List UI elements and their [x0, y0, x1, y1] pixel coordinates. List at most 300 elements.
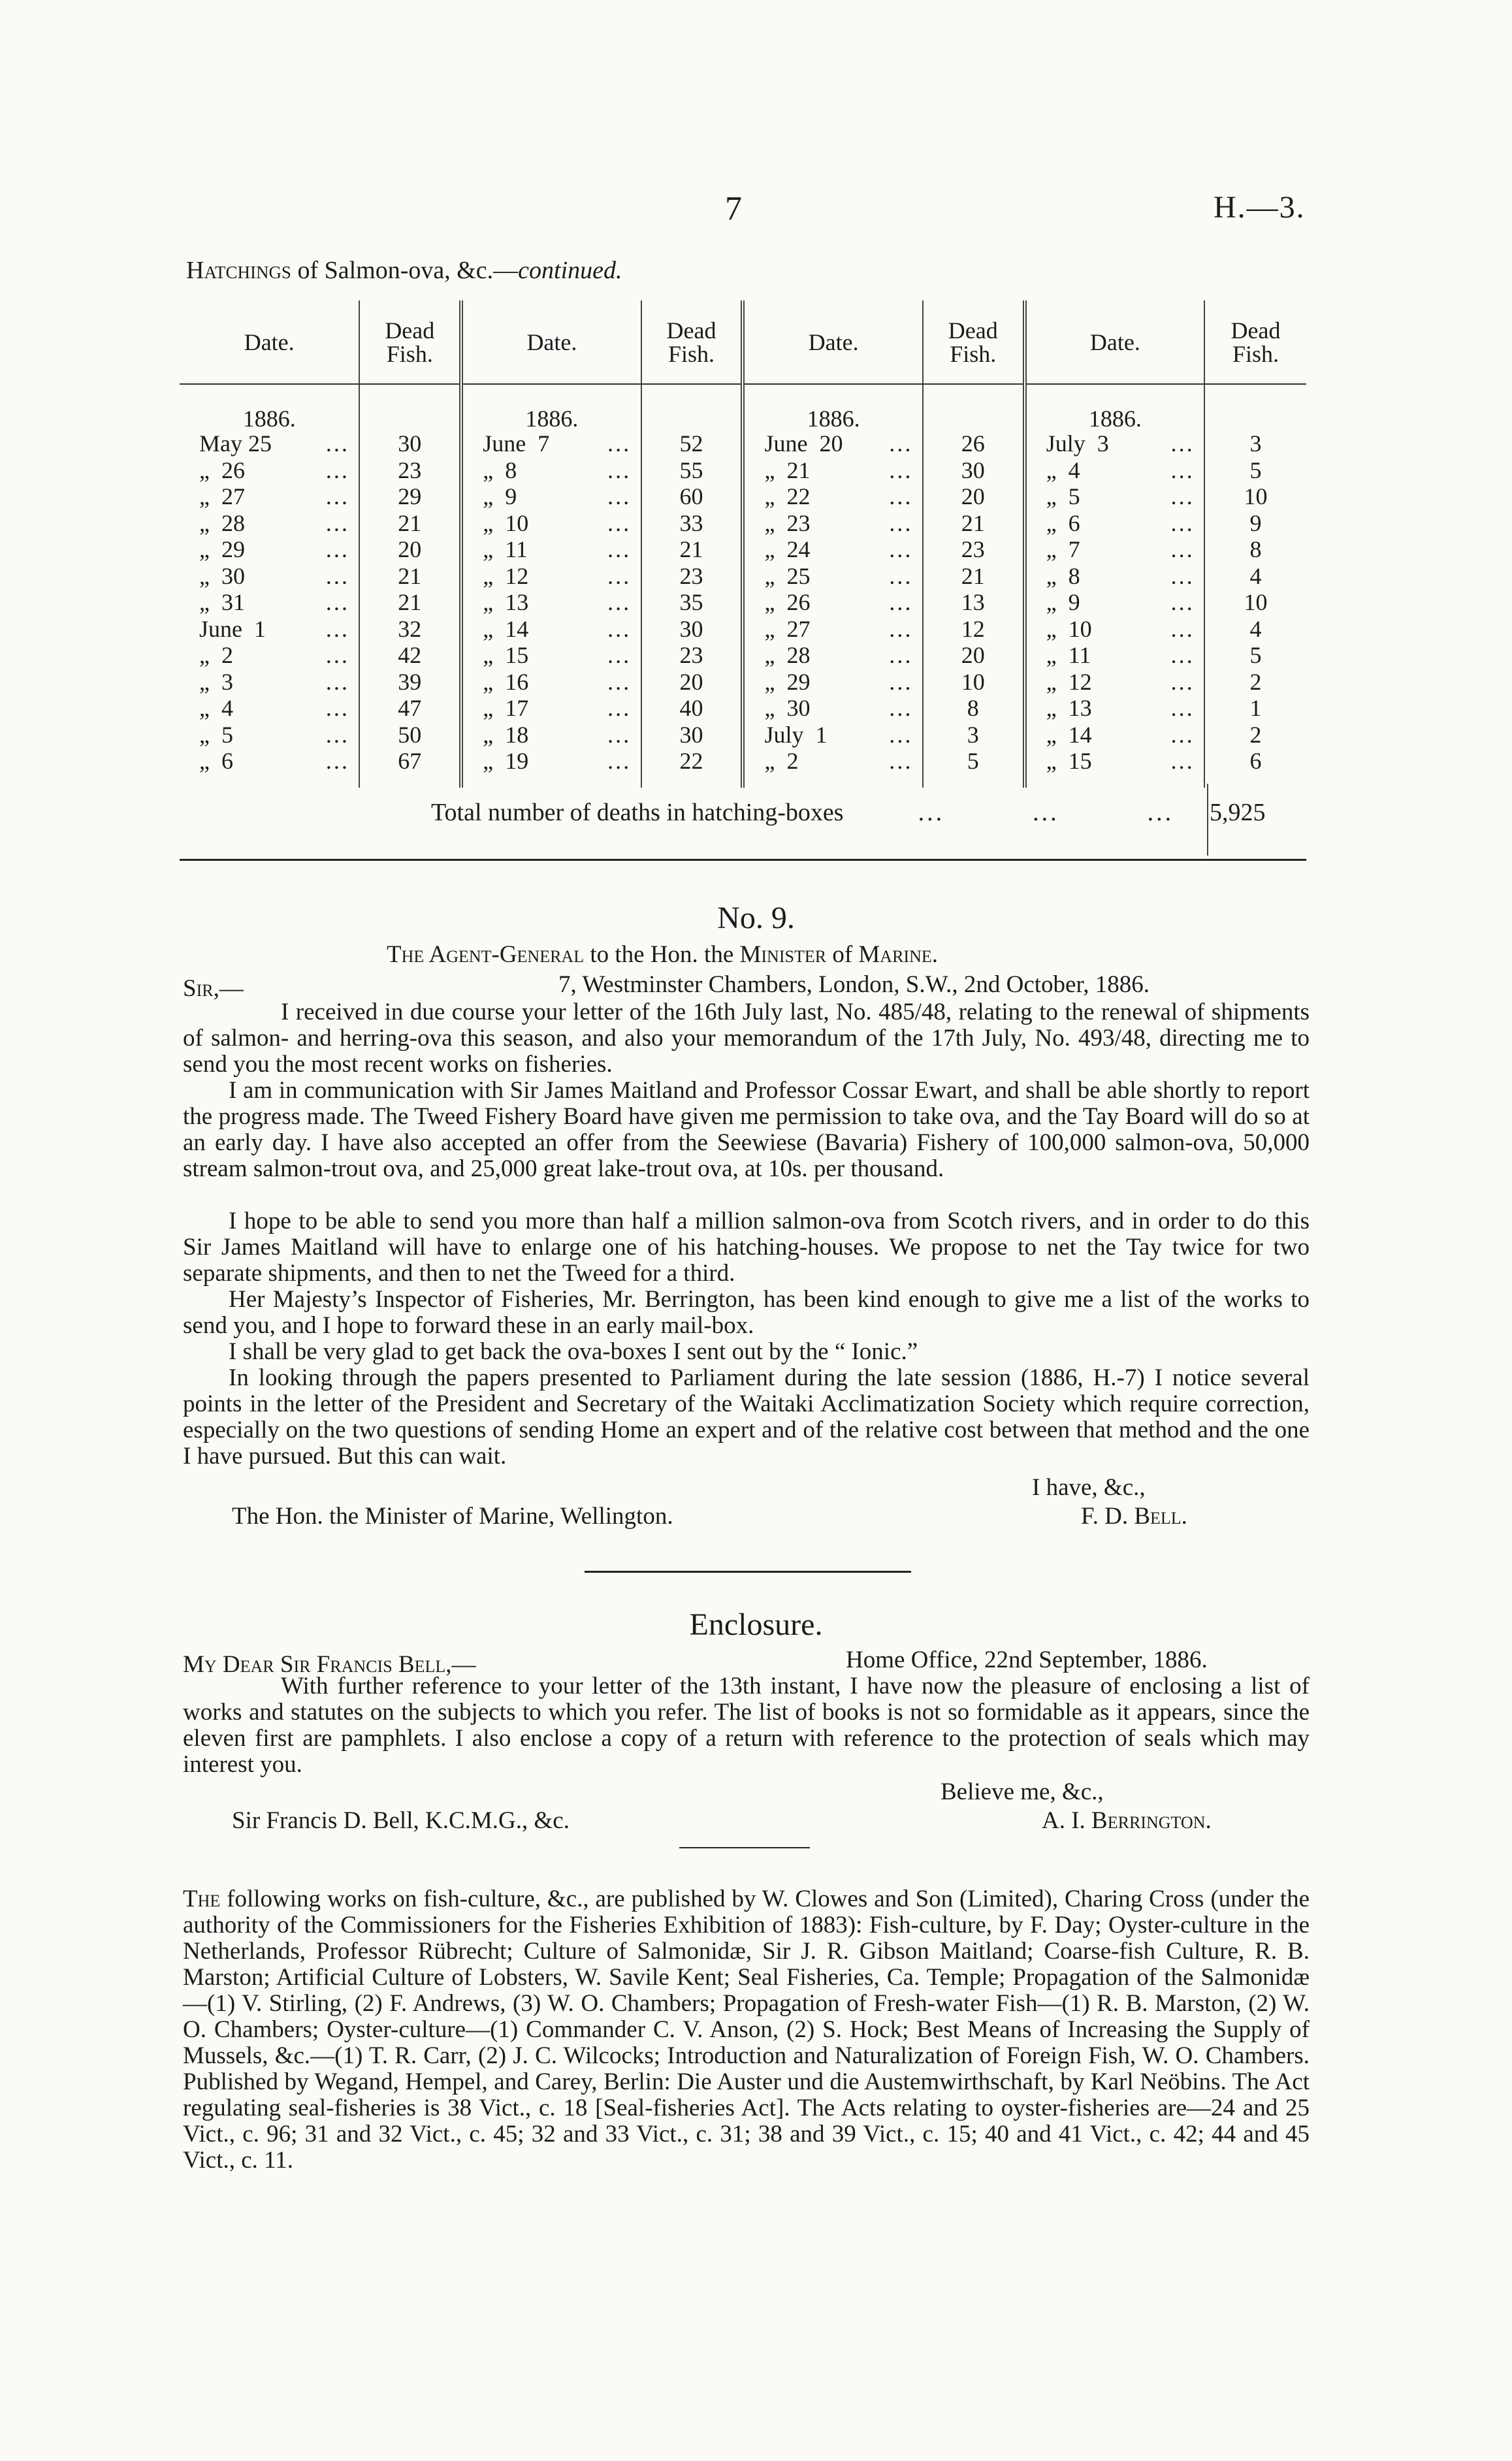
leader-dots: …: [1170, 483, 1195, 510]
date-value: „ 15: [1046, 748, 1092, 775]
date-value: „ 13: [1046, 695, 1092, 722]
pad-cell: [1025, 775, 1204, 788]
dead-fish-cell: 21: [359, 589, 461, 616]
header-date-1: Date.: [180, 300, 359, 384]
enclosure-signature-period: .: [1205, 1807, 1212, 1834]
leader-dots: …: [325, 721, 350, 748]
date-cell: [1025, 722, 1204, 748]
header-dead-fish-2: [641, 300, 743, 384]
dead-fish-cell: 23: [641, 642, 743, 669]
header-date-4: Date.: [1025, 300, 1204, 384]
date-cell: [743, 669, 922, 696]
letter-title: [387, 941, 938, 969]
dead-fish-cell: 39: [359, 669, 461, 696]
leader-dots: …: [325, 695, 350, 722]
dead-fish-cell: 40: [641, 695, 743, 722]
page-number: 7: [725, 190, 742, 227]
enclosure-signature-initials: A. I.: [1042, 1807, 1092, 1834]
date-cell: [180, 483, 359, 510]
date-value: June 7: [483, 430, 550, 457]
total-value: 5,925: [1210, 799, 1266, 826]
year-label: 1886.: [180, 384, 359, 430]
leader-dots: …: [606, 536, 632, 563]
leader-dots: …: [325, 536, 350, 563]
date-value: „ 26: [764, 589, 811, 616]
date-cell: [743, 430, 922, 457]
year-spacer: [1204, 384, 1306, 430]
date-value: „ 29: [764, 668, 811, 695]
leader-dots: …: [606, 589, 632, 616]
date-value: „ 8: [1046, 562, 1080, 589]
letter-paragraph-3: I hope to be able to send you more than half a million salmon-ova from Scotch rivers, and in order to do this Sir James Maitland will have to enlarge one of his hatching-houses. We propose to net the Tay twice for two separate shipments, and then to net the Tweed for a third.: [183, 1208, 1310, 1287]
dead-fish-cell: 30: [641, 722, 743, 748]
year-label: 1886.: [461, 384, 641, 430]
date-value: „ 4: [199, 695, 233, 722]
date-cell: [180, 510, 359, 537]
table-title-sc: Hatchings: [186, 257, 291, 284]
dead-fish-cell: 23: [641, 563, 743, 590]
pad-cell: [180, 775, 359, 788]
signature-period: .: [1181, 1503, 1187, 1530]
year-label: 1886.: [743, 384, 922, 430]
section-separator: [585, 1571, 911, 1573]
date-cell: [180, 722, 359, 748]
dead-fish-cell: 33: [641, 510, 743, 537]
leader-dots: …: [606, 509, 632, 536]
year-spacer: [641, 384, 743, 430]
leader-dots: …: [325, 748, 350, 775]
date-value: „ 14: [1046, 721, 1092, 748]
total-label: [431, 798, 1306, 827]
date-cell: [461, 563, 641, 590]
date-cell: [180, 536, 359, 563]
document-code: H.—3.: [1214, 190, 1306, 225]
date-value: „ 14: [483, 615, 529, 642]
table-row: [180, 722, 1306, 748]
dead-fish-cell: 10: [923, 669, 1025, 696]
letter-salutation: Sir,—: [183, 975, 244, 1002]
leader-dots: …: [888, 536, 913, 563]
enclosure-addressee: Sir Francis D. Bell, K.C.M.G., &c.: [232, 1807, 570, 1834]
date-value: June 20: [764, 430, 843, 457]
date-cell: [461, 589, 641, 616]
year-label: 1886.: [1025, 384, 1204, 430]
leader-dots: …: [888, 748, 913, 775]
dead-fish-cell: 21: [359, 563, 461, 590]
letter-to: to the Hon. the: [584, 941, 740, 968]
date-value: „ 13: [483, 589, 529, 616]
date-value: „ 2: [764, 748, 799, 775]
dead-fish-cell: 42: [359, 642, 461, 669]
date-cell: [1025, 695, 1204, 722]
dead-fish-cell: 5: [923, 748, 1025, 775]
dead-fish-cell: 30: [641, 616, 743, 643]
dead-fish-cell: 9: [1249, 509, 1262, 536]
table-bottom-rule: [180, 859, 1306, 861]
date-value: „ 12: [483, 562, 529, 589]
leader-dots: …: [888, 430, 913, 457]
dead-fish-cell: 12: [923, 616, 1025, 643]
date-cell: [1025, 616, 1204, 643]
leader-dots: …: [606, 457, 632, 483]
date-cell: [180, 616, 359, 643]
leader-dots: …: [325, 457, 350, 483]
date-cell: [461, 483, 641, 510]
table-row: [180, 563, 1306, 590]
header-fish-label: Fish.: [950, 340, 997, 367]
dead-fish-cell: 35: [641, 589, 743, 616]
signature-initials: F. D.: [1081, 1503, 1134, 1530]
leader-dots: …: [325, 642, 350, 669]
date-value: „ 25: [764, 562, 811, 589]
dead-fish-cell: 6: [1249, 748, 1262, 775]
hatchings-table: [180, 300, 1306, 788]
dead-fish-cell: 52: [641, 430, 743, 457]
date-value: „ 27: [199, 483, 245, 510]
leader-dots: …: [325, 509, 350, 536]
date-cell: [461, 616, 641, 643]
leader-dots: …: [888, 562, 913, 589]
date-cell: [180, 695, 359, 722]
date-value: „ 24: [764, 536, 811, 563]
header-fish-label: Fish.: [668, 340, 715, 367]
date-value: „ 5: [1046, 483, 1080, 510]
date-cell: [1025, 589, 1204, 616]
table-title: [186, 256, 622, 285]
date-cell: [180, 563, 359, 590]
leader-dots: …: [888, 457, 913, 483]
letter-of: of: [826, 941, 859, 968]
letter-number: No. 9.: [717, 901, 795, 935]
date-cell: [743, 642, 922, 669]
date-value: „ 17: [483, 695, 529, 722]
dead-fish-cell: 10: [1244, 589, 1268, 616]
letter-paragraph-2: I am in communication with Sir James Maitland and Professor Cossar Ewart, and shall be able shortly to report the progress made. The Tweed Fishery Board have given me permission to take ova, and the Tay Board will do so at an early day. I have also accepted an offer from the Seewiese (Bavaria) Fishery of 100,000 salmon-ova, 50,000 stream salmon-trout ova, and 25,000 great lake-trout ova, at 10s. per thousand.: [183, 1077, 1310, 1182]
year-row: [180, 384, 1306, 430]
table-row: [180, 589, 1306, 616]
letter-period: .: [931, 941, 938, 968]
pad-cell: [359, 775, 461, 788]
leader-dots: …: [606, 748, 632, 775]
header-date-3: Date.: [743, 300, 922, 384]
letter-signature: [1081, 1502, 1187, 1530]
date-cell: [1025, 510, 1204, 537]
date-value: July 1: [764, 721, 828, 748]
letter-to-minister: Minister: [739, 941, 827, 968]
table-row: [180, 695, 1306, 722]
leader-dots: …: [1170, 562, 1195, 589]
table-title-rest: of Salmon-ova, &c.—: [291, 257, 519, 284]
date-value: „ 5: [199, 721, 233, 748]
total-dots: ... ... ...: [918, 799, 1174, 826]
date-value: „ 29: [199, 536, 245, 563]
date-cell: [461, 510, 641, 537]
leader-dots: …: [606, 721, 632, 748]
date-cell: [743, 748, 922, 775]
date-cell: [1025, 457, 1204, 484]
date-cell: [461, 457, 641, 484]
leader-dots: …: [1170, 642, 1195, 669]
year-spacer: [923, 384, 1025, 430]
date-value: „ 30: [764, 695, 811, 722]
date-value: „ 15: [483, 642, 529, 669]
dead-fish-cell: 3: [923, 722, 1025, 748]
dead-fish-cell: 3: [1249, 430, 1262, 457]
date-cell: [461, 669, 641, 696]
date-value: „ 30: [199, 562, 245, 589]
date-cell: [1025, 536, 1204, 563]
leader-dots: …: [606, 642, 632, 669]
leader-dots: …: [888, 483, 913, 510]
date-value: „ 27: [764, 615, 811, 642]
date-cell: [461, 536, 641, 563]
pad-cell: [923, 775, 1025, 788]
date-value: „ 11: [483, 536, 528, 563]
dead-fish-cell: 22: [641, 748, 743, 775]
dead-fish-cell: 20: [359, 536, 461, 563]
date-cell: [1025, 430, 1204, 457]
leader-dots: …: [325, 615, 350, 642]
signature-name: Bell: [1134, 1503, 1182, 1530]
date-cell: [461, 430, 641, 457]
date-cell: [743, 695, 922, 722]
leader-dots: …: [1170, 721, 1195, 748]
dead-fish-cell: 2: [1249, 668, 1262, 695]
leader-dots: …: [1170, 695, 1195, 722]
dead-fish-cell: 29: [359, 483, 461, 510]
date-value: „ 21: [764, 457, 811, 483]
enclosure-signature-name: Berrington: [1091, 1807, 1206, 1834]
pad-cell: [461, 775, 641, 788]
dead-fish-cell: 30: [923, 457, 1025, 484]
letter-paragraph-1: I received in due course your letter of the 16th July last, No. 485/48, relating to the renewal of shipments of salmon- and herring-ova this season, and also your memorandum of the 17th July, No. 493/48, directing me to send you the most recent works on fisheries.: [183, 999, 1310, 1078]
total-label-text: Total number of deaths in hatching-boxes: [431, 799, 844, 826]
leader-dots: …: [1170, 589, 1195, 616]
table-row: [180, 748, 1306, 775]
leader-dots: …: [606, 615, 632, 642]
leader-dots: …: [325, 483, 350, 510]
dead-fish-cell: 5: [1249, 457, 1262, 483]
table-row: [180, 616, 1306, 643]
header-fish-label: Fish.: [386, 340, 433, 367]
letter-closing: I have, &c.,: [1032, 1474, 1146, 1501]
dead-fish-cell: 5: [1249, 642, 1262, 669]
date-value: „ 9: [483, 483, 517, 510]
date-value: July 3: [1046, 430, 1109, 457]
date-cell: [461, 722, 641, 748]
date-cell: [461, 748, 641, 775]
date-value: „ 19: [483, 748, 529, 775]
date-cell: [743, 457, 922, 484]
letter-address: 7, Westminster Chambers, London, S.W., 2nd October, 1886.: [558, 971, 1150, 998]
dead-fish-cell: 10: [1244, 483, 1268, 510]
date-value: „ 7: [1046, 536, 1080, 563]
dead-fish-cell: 21: [923, 510, 1025, 537]
date-cell: [743, 589, 922, 616]
letter-paragraph-5: I shall be very glad to get back the ova-boxes I sent out by the “ Ionic.”: [229, 1338, 918, 1365]
leader-dots: …: [888, 721, 913, 748]
dead-fish-cell: 13: [923, 589, 1025, 616]
table-row: [180, 669, 1306, 696]
leader-dots: …: [606, 430, 632, 457]
date-value: „ 6: [1046, 509, 1080, 536]
dead-fish-cell: 55: [641, 457, 743, 484]
date-cell: [743, 510, 922, 537]
letter-from: The Agent-General: [387, 941, 585, 968]
date-cell: [180, 748, 359, 775]
date-cell: [743, 616, 922, 643]
leader-dots: …: [888, 589, 913, 616]
leader-dots: …: [606, 668, 632, 695]
date-cell: [1025, 642, 1204, 669]
table-row: [180, 642, 1306, 669]
date-value: „ 6: [199, 748, 233, 775]
dead-fish-cell: 47: [359, 695, 461, 722]
works-paragraph: [183, 1886, 1310, 2174]
date-value: „ 12: [1046, 668, 1092, 695]
dead-fish-cell: 4: [1249, 562, 1262, 589]
date-value: „ 23: [764, 509, 811, 536]
table-body: [180, 384, 1306, 788]
table-header-row: [180, 300, 1306, 384]
date-cell: [461, 642, 641, 669]
table-title-italic: continued.: [518, 257, 622, 284]
enclosure-paragraph: With further reference to your letter of the 13th instant, I have now the pleasure of enclosing a list of works and statutes on the subjects to which you refer. The list of books is not so formidable as it appears, since the eleven first are pamphlets. I also enclose a copy of a return with reference to the protection of seals which may interest you.: [183, 1673, 1310, 1778]
dead-fish-cell: 30: [359, 430, 461, 457]
date-cell: [1025, 563, 1204, 590]
header-dead-label: Dead: [385, 317, 435, 344]
date-cell: [180, 430, 359, 457]
date-value: „ 3: [199, 668, 233, 695]
date-cell: [1025, 483, 1204, 510]
date-cell: [1025, 669, 1204, 696]
date-value: „ 28: [764, 642, 811, 669]
date-value: „ 26: [199, 457, 245, 483]
dead-fish-cell: 21: [641, 536, 743, 563]
dead-fish-cell: 26: [923, 430, 1025, 457]
header-dead-fish-1: [359, 300, 461, 384]
dead-fish-cell: 4: [1249, 615, 1262, 642]
header-dead-fish-3: [923, 300, 1025, 384]
letter-marine: Marine: [858, 941, 932, 968]
leader-dots: …: [888, 642, 913, 669]
dead-fish-cell: 23: [359, 457, 461, 484]
leader-dots: …: [1170, 668, 1195, 695]
enclosure-heading: Enclosure.: [689, 1607, 823, 1642]
date-value: „ 2: [199, 642, 233, 669]
enclosure-salutation-sc: My Dear Sir Francis Bell: [183, 1651, 446, 1678]
date-cell: [180, 642, 359, 669]
date-cell: [180, 589, 359, 616]
leader-dots: …: [325, 589, 350, 616]
dead-fish-cell: 67: [359, 748, 461, 775]
date-value: „ 8: [483, 457, 517, 483]
total-divider: [1207, 784, 1208, 856]
letter-addressee: The Hon. the Minister of Marine, Wellington.: [232, 1503, 673, 1530]
dead-fish-cell: 60: [641, 483, 743, 510]
leader-dots: …: [606, 562, 632, 589]
short-separator: [679, 1847, 810, 1848]
dead-fish-cell: 32: [359, 616, 461, 643]
dead-fish-cell: 21: [359, 510, 461, 537]
leader-dots: …: [325, 562, 350, 589]
header-dead-label: Dead: [666, 317, 716, 344]
date-value: June 1: [199, 615, 266, 642]
leader-dots: …: [1170, 430, 1195, 457]
leader-dots: …: [888, 615, 913, 642]
date-value: „ 10: [483, 509, 529, 536]
leader-dots: …: [325, 430, 350, 457]
date-cell: [461, 695, 641, 722]
pad-cell: [743, 775, 922, 788]
leader-dots: …: [888, 668, 913, 695]
dead-fish-cell: 20: [923, 642, 1025, 669]
leader-dots: …: [1170, 509, 1195, 536]
dead-fish-cell: 20: [923, 483, 1025, 510]
enclosure-address: Home Office, 22nd September, 1886.: [846, 1647, 1208, 1673]
date-value: „ 18: [483, 721, 529, 748]
date-cell: [743, 722, 922, 748]
letter-paragraph-4: Her Majesty’s Inspector of Fisheries, Mr. Berrington, has been kind enough to give me a list of the works to send you, and I hope to forward these in an early mail-box.: [183, 1286, 1310, 1339]
date-value: „ 4: [1046, 457, 1080, 483]
date-value: „ 31: [199, 589, 245, 616]
leader-dots: …: [888, 695, 913, 722]
letter-paragraph-6: In looking through the papers presented to Parliament during the late session (1886, H.-7) I notice several points in the letter of the President and Secretary of the Waitaki Acclimatization Society which require correction, especially on the two questions of sending Home an expert and of the relative cost between that method and the one I have pursued. But this can wait.: [183, 1364, 1310, 1470]
header-date-2: Date.: [461, 300, 641, 384]
table-row: [180, 483, 1306, 510]
dead-fish-cell: 2: [1249, 721, 1262, 748]
dead-fish-cell: 20: [641, 669, 743, 696]
header-fish-label: Fish.: [1232, 340, 1279, 367]
date-value: „ 9: [1046, 589, 1080, 616]
enclosure-closing: Believe me, &c.,: [941, 1778, 1104, 1805]
header-dead-fish-4: [1204, 300, 1306, 384]
enclosure-signature: [1042, 1807, 1212, 1835]
works-text: following works on fish-culture, &c., are published by W. Clowes and Son (Limited), Charing Cross (under the authority of the Commissioners for the Fisheries Exhibition of 1883): Fish-culture, by F. Day; Oyster-culture in the Netherlands, Professor Rübrecht; Culture of Salmonidæ, Sir J. R. Gibson Maitland; Coarse-fish Culture, R. B. Marston; Artificial Culture of Lobsters, W. Savile Kent; Seal Fisheries, Ca. Temple; Propagation of the Salmonidæ—(1) V. Stirling, (2) F. Andrews, (3) W. O. Chambers; Propagation of Fresh-water Fish—(1) R. B. Marston, (2) W. O. Chambers; Oyster-culture—(1) Commander C. V. Anson, (2) S. Hock; Best Means of Increasing the Supply of Mussels, &c.—(1) T. R. Carr, (2) J. C. Wilcocks; Introduction and Naturalization of Foreign Fish, W. O. Chambers. Published by Wegand, Hempel, and Carey, Berlin: Die Auster und die Austemwirthschaft, by Karl Neöbins. The Act regulating seal-fisheries is 38 Vict., c. 18 [Seal-fisheries Act]. The Acts relating to oyster-fisheries are—24 and 25 Vict., c. 96; 31 and 32 Vict., c. 45; 32 and 33 Vict., c. 31; 38 and 39 Vict., c. 15; 40 and 41 Vict., c. 42; 44 and 45 Vict., c. 11.: [183, 1886, 1310, 2174]
leader-dots: …: [1170, 536, 1195, 563]
pad-cell: [641, 775, 743, 788]
date-value: „ 16: [483, 668, 529, 695]
table-row: [180, 457, 1306, 484]
dead-fish-cell: 21: [923, 563, 1025, 590]
dead-fish-cell: 1: [1249, 695, 1262, 722]
leader-dots: …: [606, 695, 632, 722]
leader-dots: …: [1170, 615, 1195, 642]
dead-fish-cell: 8: [1249, 536, 1262, 563]
date-cell: [743, 536, 922, 563]
date-cell: [180, 669, 359, 696]
date-value: „ 11: [1046, 642, 1091, 669]
table-row: [180, 510, 1306, 537]
date-value: „ 22: [764, 483, 811, 510]
table-row: [180, 430, 1306, 457]
table-pad-row: [180, 775, 1306, 788]
header-dead-label: Dead: [1231, 317, 1281, 344]
works-first-word: The: [183, 1886, 221, 1912]
dead-fish-cell: 50: [359, 722, 461, 748]
date-cell: [1025, 748, 1204, 775]
enclosure-salutation-end: ,—: [445, 1651, 476, 1678]
dead-fish-cell: 23: [923, 536, 1025, 563]
leader-dots: …: [325, 668, 350, 695]
leader-dots: …: [1170, 748, 1195, 775]
header-dead-label: Dead: [948, 317, 998, 344]
date-value: „ 10: [1046, 615, 1092, 642]
date-cell: [743, 563, 922, 590]
table-row: [180, 536, 1306, 563]
date-cell: [180, 457, 359, 484]
pad-cell: [1204, 775, 1306, 788]
